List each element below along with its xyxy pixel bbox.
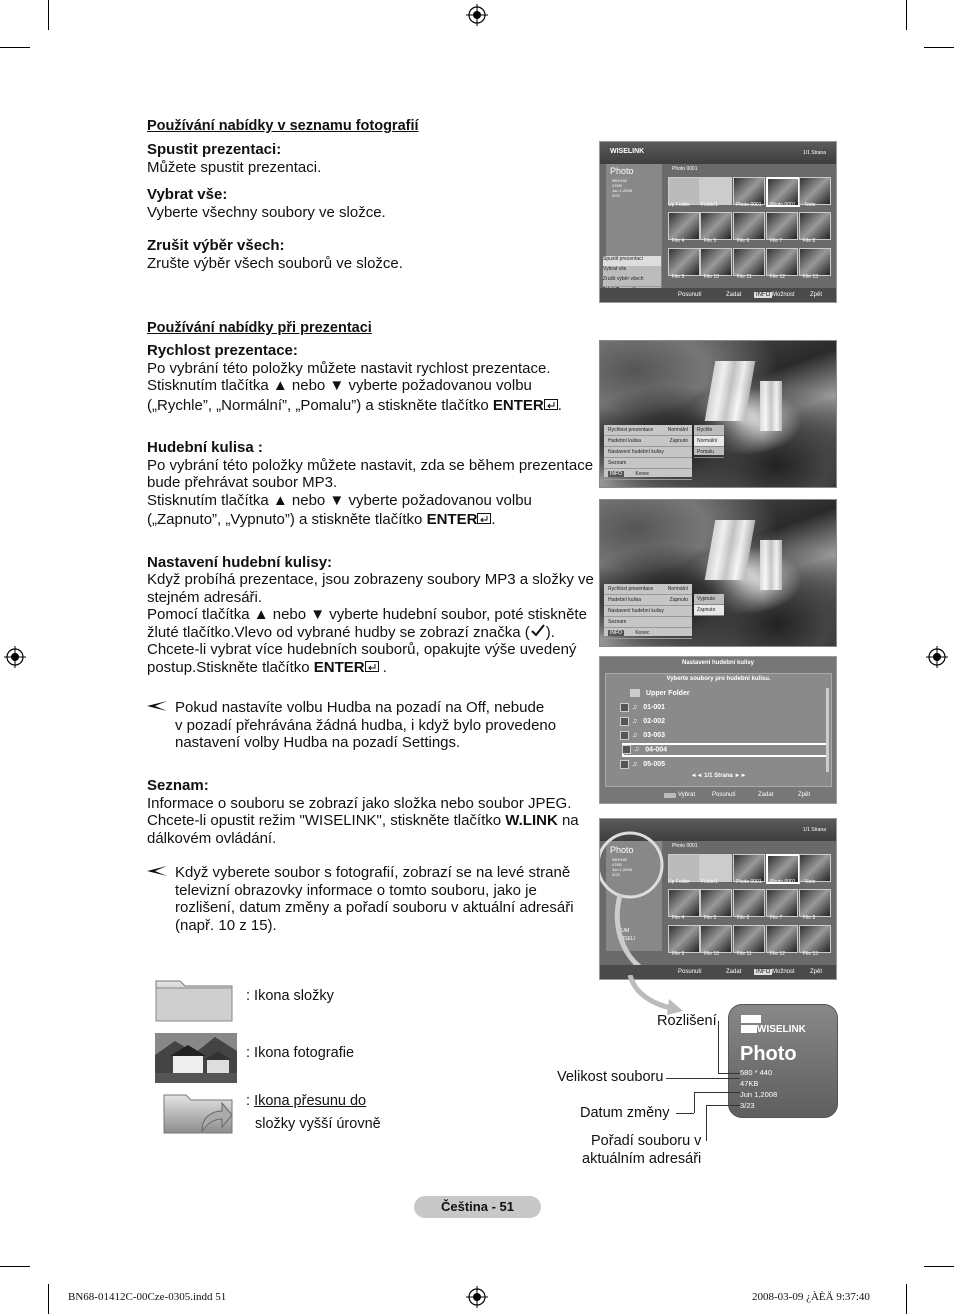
music-row-label: 02-002: [643, 718, 666, 725]
list-line: dálkovém ovládání.: [147, 829, 277, 847]
up-folder-label: [246, 1093, 366, 1110]
photo-thumb[interactable]: [668, 889, 700, 917]
summary-label: WISELI: [618, 936, 635, 942]
speed-title: Rychlost prezentace:: [147, 342, 298, 359]
thumb-label: File 8: [803, 238, 816, 244]
info-order: 3/23: [612, 193, 620, 198]
callout-line: [706, 1105, 740, 1106]
photo-thumb[interactable]: [799, 248, 831, 276]
wiselink-logo: [741, 1015, 811, 1035]
menu-item-label: Zrušit výběr všech: [603, 276, 644, 282]
photo-thumb[interactable]: [700, 248, 732, 276]
info-button[interactable]: INFO: [610, 471, 622, 477]
up-folder-label-2: složky vyšší úrovně: [255, 1116, 381, 1132]
thumb-label: Note: [805, 879, 816, 885]
callout-resolution: Rozlišení: [657, 1013, 717, 1029]
folder-thumb[interactable]: [700, 854, 732, 882]
yellow-button-icon: [664, 793, 676, 798]
photo-thumb[interactable]: [733, 248, 765, 276]
screen-header: [600, 142, 836, 164]
crop-mark: [906, 1284, 907, 1314]
waterfall-image: [705, 361, 756, 421]
crop-mark: [906, 0, 907, 30]
note-arrow-icon: [147, 865, 167, 877]
menu-item-label: Seznam: [608, 460, 627, 466]
music-row[interactable]: [622, 701, 825, 714]
dialog-title: Nastavení hudební kulisy: [681, 660, 755, 666]
info-order: 3/23: [740, 1101, 755, 1110]
up-folder-label-prefix: :: [246, 1093, 255, 1109]
thumb-label: Photo 0001: [770, 879, 796, 885]
music-title: Hudební kulisa :: [147, 439, 263, 456]
note1-line: Pokud nastavíte volbu Hudba na pozadí na Off, nebude: [175, 699, 545, 716]
menu-item-speed[interactable]: [604, 425, 692, 436]
screen-footer: [600, 288, 836, 302]
list-line-end: na: [557, 812, 579, 829]
note2-line: Když vyberete soubor s fotografií, zobrazí se na levé straně: [175, 864, 571, 881]
dialog-body: [605, 673, 832, 787]
photo-thumb[interactable]: [766, 925, 798, 953]
back-hint: Zpět: [810, 969, 823, 975]
info-size: 47KB: [612, 862, 622, 867]
registration-mark-icon: [926, 646, 948, 668]
note2-line: televizní obrazovky informace o tomto souboru, jako je: [175, 881, 537, 899]
submenu-option-selected[interactable]: Zapnuto: [694, 605, 724, 616]
thumb-label: Up Folder: [668, 202, 690, 208]
print-timestamp: 2008-03-09 ¿ÀÈÄ 9:37:40: [752, 1291, 870, 1303]
thumb-label: Note: [805, 202, 816, 208]
up-folder-thumb[interactable]: [668, 177, 700, 205]
menu-item-music[interactable]: [604, 595, 692, 606]
thumb-label: File 12: [770, 274, 786, 280]
callout-line: [718, 1073, 740, 1074]
menu-item-value: Normální: [667, 427, 688, 433]
back-hint: Zpět: [810, 292, 823, 298]
photo-thumb[interactable]: [668, 248, 700, 276]
photo-thumb[interactable]: [733, 212, 765, 240]
info-panel-title: Photo: [610, 166, 634, 176]
photo-thumb[interactable]: [733, 925, 765, 953]
list-line: Chcete-li opustit režim "WISELINK", stiskněte tlačítko: [147, 812, 502, 829]
callout-line: [694, 1092, 740, 1093]
up-folder-label-main: Ikona přesunu do: [254, 1093, 367, 1109]
folder-thumb[interactable]: [700, 177, 732, 205]
thumb-label: File 13: [803, 274, 819, 280]
submenu-option-selected[interactable]: Normální: [694, 436, 724, 447]
info-hint-badge: INFO: [756, 292, 771, 298]
photo-thumb[interactable]: [799, 925, 831, 953]
menu-item-music[interactable]: [604, 436, 692, 447]
list-title: Seznam:: [147, 777, 209, 794]
info-panel-details: [740, 1067, 777, 1111]
info-size: 47KB: [612, 183, 622, 188]
up-folder-icon: [162, 1089, 234, 1137]
callout-order: Pořadí souboru v: [591, 1133, 702, 1149]
music-line: Stisknutím tlačítka ▲ nebo ▼ vyberte požadovanou volbu: [147, 491, 532, 509]
crop-mark: [924, 47, 954, 48]
photo-thumb[interactable]: [799, 212, 831, 240]
folder-icon-label: : Ikona složky: [246, 988, 334, 1004]
photo-thumb[interactable]: [700, 212, 732, 240]
music-note-icon: ♫: [632, 761, 638, 768]
photo-thumb[interactable]: [668, 925, 700, 953]
select-hint: Vybrat: [678, 792, 696, 798]
info-hint-badge: INFO: [756, 969, 771, 975]
checkbox[interactable]: [622, 745, 631, 754]
submenu-option[interactable]: Rychle: [694, 425, 724, 436]
exit-button[interactable]: Konec: [635, 630, 650, 636]
info-date: Jun 1,2008: [740, 1090, 778, 1099]
photo-thumb[interactable]: [766, 212, 798, 240]
musicsetup-line: Chcete-li vybrat více hudebních souborů, opakujte výše uvedený: [147, 641, 577, 658]
speed-line: Stisknutím tlačítka ▲ nebo ▼ vyberte požadovanou volbu: [147, 377, 532, 394]
photo-thumb[interactable]: [766, 889, 798, 917]
menu-item-label: Nastavení hudební kulisy: [608, 608, 664, 614]
screen-background-music: [599, 499, 837, 647]
thumb-label: Photo 0001: [770, 202, 796, 208]
thumb-label: File 10: [704, 274, 720, 280]
musicsetup-line: Pomocí tlačítka ▲ nebo ▼ vyberte hudební soubor, poté stiskněte: [147, 606, 587, 623]
slideshow-menu: [604, 584, 692, 636]
musicsetup-line: stejném adresáři.: [147, 588, 263, 606]
thumb-label: File 12: [770, 951, 786, 957]
crop-mark: [0, 1266, 30, 1267]
submenu-option[interactable]: Pomalu: [694, 447, 724, 458]
submenu-option[interactable]: Vypnuto: [694, 594, 724, 605]
menu-item-value: Normální: [667, 586, 688, 592]
menu-item-label: Seznam: [608, 619, 627, 625]
enter-label: ENTER: [492, 396, 544, 414]
menu-item-label: Hudební kulisa: [608, 597, 642, 603]
photo-thumb[interactable]: [700, 889, 732, 917]
screen-photo-list-info: [599, 818, 837, 980]
folder-icon: [630, 689, 640, 697]
back-hint: Zpět: [798, 792, 811, 798]
logo-mark-icon: [741, 1025, 757, 1033]
path-label: Photo 0001: [672, 166, 698, 172]
menu-item-speed[interactable]: [604, 584, 692, 595]
menu-item-music-setup[interactable]: [604, 447, 692, 458]
callout-line: [694, 1092, 695, 1113]
music-row-label: 01-001: [643, 704, 666, 711]
highlight-circle-icon: [600, 825, 670, 975]
photo-thumb[interactable]: [799, 177, 831, 205]
thumb-label: File 9: [672, 274, 685, 280]
info-panel-title: Photo: [610, 845, 634, 855]
menu-item-list[interactable]: [604, 617, 692, 628]
info-button[interactable]: INFO: [610, 630, 622, 636]
music-note-icon: ♫: [632, 732, 638, 739]
thumb-label: File 6: [737, 915, 750, 921]
checkmark-icon: [530, 624, 546, 637]
menu-item-list[interactable]: [604, 458, 692, 469]
registration-mark-icon: [466, 1286, 488, 1308]
crop-mark: [48, 0, 49, 30]
move-hint: Posunutí: [678, 292, 702, 298]
checkbox[interactable]: [620, 717, 629, 726]
menu-item-label: Spustit prezentaci: [603, 256, 643, 262]
photo-thumb[interactable]: [733, 854, 765, 882]
info-panel-title: Photo: [740, 1043, 797, 1065]
thumb-label: Up Folder: [668, 879, 690, 885]
callout-line: [706, 1105, 707, 1141]
thumb-label: File 7: [770, 238, 783, 244]
music-line: („Zapnuto”, „Vypnuto”) a stiskněte tlačítko: [147, 511, 423, 528]
music-row-label: 03-003: [643, 732, 666, 739]
musicsetup-line: žluté tlačítko.Vlevo od vybrané hudby se zobrazí značka (: [147, 623, 530, 641]
music-line: bude přehrávat soubor MP3.: [147, 474, 338, 491]
note1: [175, 699, 556, 752]
speed-submenu: [694, 425, 724, 455]
thumb-label: Photo 0001: [736, 879, 762, 885]
music-row[interactable]: [622, 715, 825, 728]
dialog-subtitle: Vyberte soubory pro hudební kulisu.: [666, 676, 771, 682]
item-text: Vyberte všechny soubory ve složce.: [147, 203, 386, 221]
note2-line: rozlišení, datum změny a pořadí souboru v aktuální adresáři: [175, 899, 574, 916]
crop-mark: [924, 1266, 954, 1267]
thumb-label: Folder1: [701, 202, 718, 208]
enter-icon: [544, 399, 558, 410]
registration-mark-icon: [4, 646, 26, 668]
musicsetup-end: .: [378, 658, 387, 676]
info-date: Jun 1,2008: [612, 867, 632, 872]
section2-heading: Používání nabídky při prezentaci: [147, 320, 372, 336]
musicsetup-line: postup.Stiskněte tlačítko: [147, 658, 310, 676]
speed-end: .: [557, 396, 562, 414]
wiselink-logo: WISELINK: [610, 148, 645, 155]
thumb-label: File 5: [704, 915, 717, 921]
info-res: 580*440: [612, 857, 627, 862]
menu-item-music-setup[interactable]: [604, 606, 692, 617]
speed-line: Po vybrání této položky můžete nastavit rychlost prezentace.: [147, 359, 551, 377]
checkbox[interactable]: [620, 703, 629, 712]
checkbox[interactable]: [620, 731, 629, 740]
enter-hint: Zadat: [726, 969, 742, 975]
music-note-icon: ♫: [632, 718, 638, 725]
logo-mark-icon: [741, 1015, 761, 1023]
thumb-label: File 8: [803, 915, 816, 921]
music-row-label: 04-004: [645, 746, 668, 754]
enter-hint: Zadat: [758, 792, 774, 798]
callout-order: aktuálním adresáři: [582, 1151, 702, 1167]
section1-heading: Používání nabídky v seznamu fotografií: [147, 118, 419, 134]
waterfall-image: [760, 540, 782, 590]
menu-item-label: Hudební kulisa: [608, 438, 642, 444]
up-folder-thumb[interactable]: [668, 854, 700, 882]
item-text: Můžete spustit prezentaci.: [147, 158, 322, 176]
menu-item-label: Vybrat vše: [603, 266, 627, 272]
musicsetup-line: Když probíhá prezentace, jsou zobrazeny soubory MP3 a složky ve: [147, 571, 594, 588]
page-number: Čeština - 51: [441, 1199, 514, 1214]
screen-slideshow-speed: [599, 340, 837, 488]
music-end: .: [491, 511, 496, 528]
move-hint: Posunutí: [678, 969, 702, 975]
musicsetup-line-end: ).: [545, 623, 555, 641]
music-row-label: 05-005: [643, 761, 666, 768]
thumb-label: File 5: [704, 238, 717, 244]
callout-size: Velikost souboru: [557, 1069, 664, 1085]
music-note-icon: ♫: [634, 746, 640, 754]
registration-mark-icon: [466, 4, 488, 26]
note-arrow-icon: [147, 700, 167, 712]
callout-date: Datum změny: [580, 1105, 670, 1121]
menu-item-label: Rychlost prezentace: [608, 586, 654, 592]
music-row-selected[interactable]: [622, 743, 829, 757]
enter-icon: [477, 513, 491, 524]
menu-item-label: Nastavení hudební kulisy: [608, 449, 664, 455]
photo-thumb[interactable]: [766, 248, 798, 276]
thumb-label: File 9: [672, 951, 685, 957]
music-line: Po vybrání této položky můžete nastavit, zda se během prezentace: [147, 456, 594, 474]
enter-label: ENTER: [313, 658, 365, 676]
page-indicator: 1/1 Strana: [802, 827, 826, 833]
callout-line: [718, 1021, 719, 1073]
photo-thumb[interactable]: [733, 889, 765, 917]
music-row[interactable]: [622, 729, 825, 742]
note1-line: v pozadí přehrávána žádná hudba, i když bylo provedeno: [175, 716, 557, 734]
music-row[interactable]: [622, 758, 825, 771]
thumb-label: File 11: [737, 951, 752, 957]
option-hint: Možnost: [772, 292, 795, 298]
list-line: Informace o souboru se zobrazí jako složka nebo soubor JPEG.: [147, 794, 572, 812]
logo-text: WISELINK: [757, 1024, 806, 1035]
thumb-label: File 7: [770, 915, 783, 921]
photo-thumb[interactable]: [700, 925, 732, 953]
photo-icon: [155, 1033, 237, 1083]
item-title: Spustit prezentaci:: [147, 141, 282, 158]
waterfall-image: [705, 520, 756, 580]
list-section: [147, 777, 592, 847]
pointer-arrow-icon: [625, 975, 685, 1015]
callout-line: [666, 1078, 740, 1079]
info-res: 580 * 440: [740, 1068, 773, 1077]
photo-icon-label: : Ikona fotografie: [246, 1045, 355, 1061]
move-hint: Posunutí: [712, 792, 736, 798]
wlink-label: W.LINK: [505, 812, 558, 829]
crop-mark: [48, 1284, 49, 1314]
page-number-badge: [414, 1196, 541, 1218]
path-label: Photo 0001: [672, 843, 698, 849]
page-indicator: 1/1 Strana: [802, 150, 826, 156]
section2-body: [147, 342, 592, 676]
music-submenu: [694, 594, 724, 614]
photo-thumb[interactable]: [668, 212, 700, 240]
exit-button[interactable]: Konec: [635, 471, 650, 477]
folder-icon: [154, 975, 234, 1023]
music-row-upper-folder[interactable]: [622, 687, 825, 700]
callout-line: [676, 1113, 694, 1114]
thumb-label: File 10: [704, 951, 720, 957]
info-date: Jun 1,2008: [612, 188, 632, 193]
crop-mark: [0, 47, 30, 48]
thumb-label: File 4: [672, 915, 685, 921]
info-order: 3/23: [612, 872, 620, 877]
thumb-label: File 4: [672, 238, 685, 244]
info-res: 580*440: [612, 178, 627, 183]
photo-thumb[interactable]: [733, 177, 765, 205]
menu-item-value: Zapnuto: [669, 597, 688, 603]
option-hint: Možnost: [772, 969, 795, 975]
info-size: 47KB: [740, 1079, 759, 1088]
music-row-label: Upper Folder: [646, 690, 690, 697]
enter-icon: [365, 661, 379, 672]
waterfall-image: [760, 381, 782, 431]
note2-line: (např. 10 z 15).: [175, 916, 277, 934]
enter-hint: Zadat: [726, 292, 742, 298]
menu-item-value: Zapnuto: [669, 438, 688, 444]
screen-music-setup: [599, 656, 837, 804]
checkbox[interactable]: [620, 760, 629, 769]
thumb-label: Photo 0001: [736, 202, 762, 208]
music-note-icon: ♫: [632, 704, 638, 711]
item-text: Zrušte výběr všech souborů ve složce.: [147, 254, 403, 272]
menu-item-deselect-all[interactable]: [603, 276, 661, 287]
thumb-label: File 11: [737, 274, 752, 280]
photo-thumb[interactable]: [799, 854, 831, 882]
menu-item-label: Rychlost prezentace: [608, 427, 654, 433]
speed-line: („Rychle”, „Normální”, „Pomalu”) a stiskněte tlačítko: [147, 396, 489, 414]
thumb-label: Folder1: [701, 879, 718, 885]
photo-thumb[interactable]: [799, 889, 831, 917]
note1-line: nastavení volby Hudba na pozadí Settings.: [175, 734, 461, 751]
screen-photo-list-menu: [599, 141, 837, 303]
zoomed-info-panel: [728, 1004, 838, 1118]
note2: [175, 864, 574, 934]
musicsetup-title: Nastavení hudební kulisy:: [147, 553, 333, 571]
menu-footer: [604, 469, 692, 480]
item-title: Vybrat vše:: [147, 186, 228, 203]
item-title: Zrušit výběr všech:: [147, 237, 285, 254]
scrollbar[interactable]: [826, 688, 829, 772]
menu-footer: [604, 628, 692, 639]
summary-label: SUM: [618, 928, 630, 934]
thumb-label: File 6: [737, 238, 750, 244]
enter-label: ENTER: [426, 511, 478, 528]
thumb-label: File 13: [803, 951, 819, 957]
slideshow-menu: [604, 425, 692, 477]
section1-body: [147, 141, 587, 272]
page-indicator: ◄◄ 1/1 Strana ►►: [690, 773, 747, 779]
print-filename: BN68-01412C-00Cze-0305.indd 51: [68, 1291, 227, 1303]
